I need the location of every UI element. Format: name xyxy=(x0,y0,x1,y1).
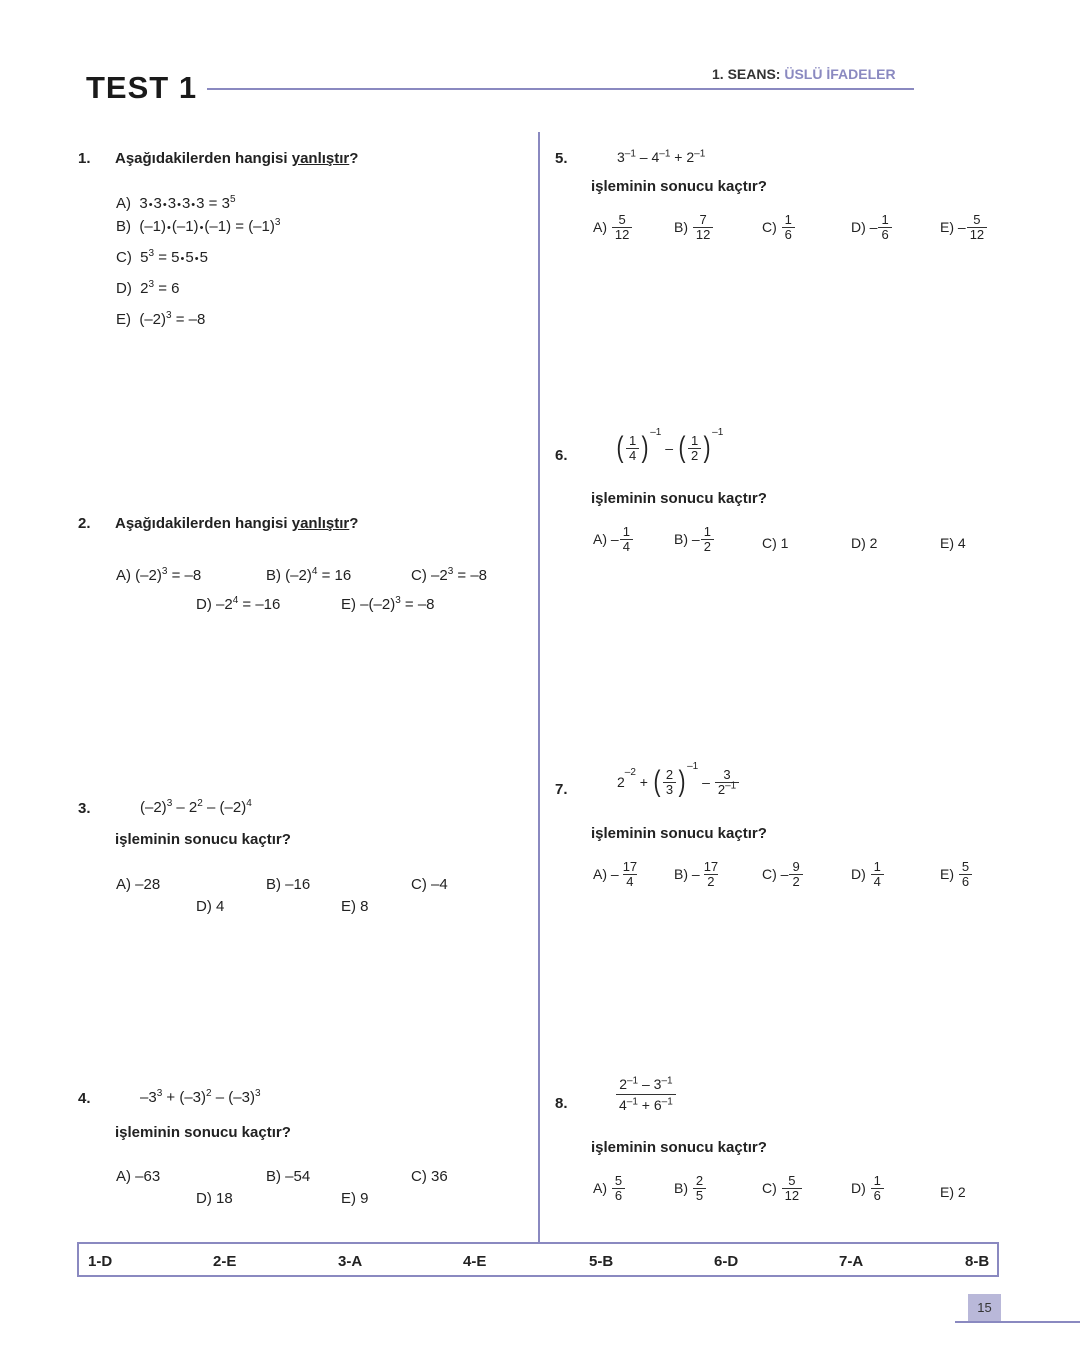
q3-option-e[interactable]: E) 8 xyxy=(341,898,369,915)
q6-option-b[interactable]: B) – $\frac{1}{2}$ xyxy=(674,525,715,553)
test-title: TEST 1 xyxy=(86,70,198,105)
q4-option-e[interactable]: E) 9 xyxy=(341,1190,369,1207)
q4-option-a[interactable]: A) –63 xyxy=(116,1168,161,1185)
q5-option-c[interactable]: C) $\frac{1}{6}$ xyxy=(762,213,796,241)
answer-key-item: 8-B xyxy=(965,1253,990,1270)
q1-stem: Aşağıdakilerden hangisi yanlıştır? xyxy=(115,150,359,167)
q6-expression: ( $\frac{1}{4}$ ) –1 – ( $\frac{1}{2}$ ) –1 xyxy=(616,427,724,464)
q1-option-c[interactable]: C) $5^3$ = 5•5•5 xyxy=(116,248,208,266)
q1-option-d[interactable]: D) $2^3 = 6$ xyxy=(116,279,180,297)
q5-option-d[interactable]: D) – $\frac{1}{6}$ xyxy=(851,213,893,241)
q6-option-d[interactable]: D) 2 xyxy=(851,535,878,551)
answer-key-item: 6-D xyxy=(714,1253,739,1270)
column-divider xyxy=(538,132,540,1242)
q7-option-c[interactable]: C) – $\frac{9}{2}$ xyxy=(762,860,804,888)
q3-instruction: işleminin sonucu kaçtır? xyxy=(115,831,291,848)
title-rule xyxy=(207,88,914,90)
answer-key-item: 3-A xyxy=(338,1253,363,1270)
q2-option-d[interactable]: D) $-2^4 = -16$ xyxy=(196,595,281,613)
q2-option-a[interactable]: A) $(-2)^3 = -8$ xyxy=(116,566,202,584)
q1-option-a[interactable]: A) 3•3•3•3•3 = $3^5$ xyxy=(116,194,236,212)
q5-option-e[interactable]: E) – $\frac{5}{12}$ xyxy=(940,213,988,241)
q7-expression: 2 –2 + ( $\frac{2}{3}$ ) –1 – $\frac{3}{2^{-1}}$ xyxy=(617,767,740,797)
q1-number: 1. xyxy=(78,150,91,167)
q8-instruction: işleminin sonucu kaçtır? xyxy=(591,1139,767,1156)
q5-expression: $3^{-1} - 4^{-1} + 2^{-1}$ xyxy=(617,148,706,165)
q3-option-d[interactable]: D) 4 xyxy=(196,898,225,915)
answer-key-item: 7-A xyxy=(839,1253,864,1270)
q6-option-a[interactable]: A) – $\frac{1}{4}$ xyxy=(593,525,634,553)
q2-stem: Aşağıdakilerden hangisi yanlıştır? xyxy=(115,515,359,532)
session-label: 1. SEANS: xyxy=(712,66,781,82)
q3-option-b[interactable]: B) –16 xyxy=(266,876,311,893)
q8-option-a[interactable]: A) $\frac{5}{6}$ xyxy=(593,1174,626,1202)
q7-number: 7. xyxy=(555,781,568,798)
q3-option-a[interactable]: A) –28 xyxy=(116,876,161,893)
q6-instruction: işleminin sonucu kaçtır? xyxy=(591,490,767,507)
q4-option-c[interactable]: C) 36 xyxy=(411,1168,448,1185)
session-topic: ÜSLÜ İFADELER xyxy=(784,66,896,82)
q8-expression: $\frac{2^{-1} - 3^{-1}}{4^{-1} + 6^{-1}}$ xyxy=(615,1077,677,1112)
page-number: 15 xyxy=(968,1294,1001,1322)
q2-option-e[interactable]: E) $-(-2)^3 = -8$ xyxy=(341,595,435,613)
q2-option-c[interactable]: C) $-2^3 = -8$ xyxy=(411,566,488,584)
answer-key-item: 5-B xyxy=(589,1253,614,1270)
q4-option-d[interactable]: D) 18 xyxy=(196,1190,233,1207)
q8-option-b[interactable]: B) $\frac{2}{5}$ xyxy=(674,1174,707,1202)
q8-number: 8. xyxy=(555,1095,568,1112)
q3-number: 3. xyxy=(78,800,91,817)
answer-key-item: 4-E xyxy=(463,1253,487,1270)
q6-option-e[interactable]: E) 4 xyxy=(940,535,966,551)
q4-expression: $-3^3 + (-3)^2 - (-3)^3$ xyxy=(140,1088,261,1106)
q4-instruction: işleminin sonucu kaçtır? xyxy=(115,1124,291,1141)
q5-option-b[interactable]: B) $\frac{7}{12}$ xyxy=(674,213,714,241)
q8-option-c[interactable]: C) $\frac{5}{12}$ xyxy=(762,1174,803,1202)
q8-option-e[interactable]: E) 2 xyxy=(940,1184,966,1200)
q5-number: 5. xyxy=(555,150,568,167)
q7-option-b[interactable]: B) – $\frac{17}{2}$ xyxy=(674,859,719,889)
q3-expression: $(-2)^3 - 2^2 - (-2)^4$ xyxy=(140,798,252,816)
q2-number: 2. xyxy=(78,515,91,532)
q5-instruction: işleminin sonucu kaçtır? xyxy=(591,178,767,195)
q1-option-e[interactable]: E) $(-2)^3 = -8$ xyxy=(116,310,206,328)
q7-option-e[interactable]: E) $\frac{5}{6}$ xyxy=(940,860,973,888)
session-heading xyxy=(712,66,896,82)
q6-number: 6. xyxy=(555,447,568,464)
q7-option-d[interactable]: D) $\frac{1}{4}$ xyxy=(851,860,885,888)
q5-option-a[interactable]: A) $\frac{5}{12}$ xyxy=(593,213,633,241)
q4-number: 4. xyxy=(78,1090,91,1107)
q7-option-a[interactable]: A) – $\frac{17}{4}$ xyxy=(593,859,638,889)
q4-option-b[interactable]: B) –54 xyxy=(266,1168,311,1185)
q8-option-d[interactable]: D) $\frac{1}{6}$ xyxy=(851,1174,885,1202)
q2-option-b[interactable]: B) $(-2)^4 = 16$ xyxy=(266,566,352,584)
page-number-rule xyxy=(955,1321,1080,1323)
q1-option-b[interactable]: B) (–1)•(–1)•(–1) = $(-1)^3$ xyxy=(116,217,281,235)
q7-instruction: işleminin sonucu kaçtır? xyxy=(591,825,767,842)
answer-key-item: 1-D xyxy=(88,1253,113,1270)
answer-key-item: 2-E xyxy=(213,1253,237,1270)
q6-option-c[interactable]: C) 1 xyxy=(762,535,789,551)
q3-option-c[interactable]: C) –4 xyxy=(411,876,448,893)
